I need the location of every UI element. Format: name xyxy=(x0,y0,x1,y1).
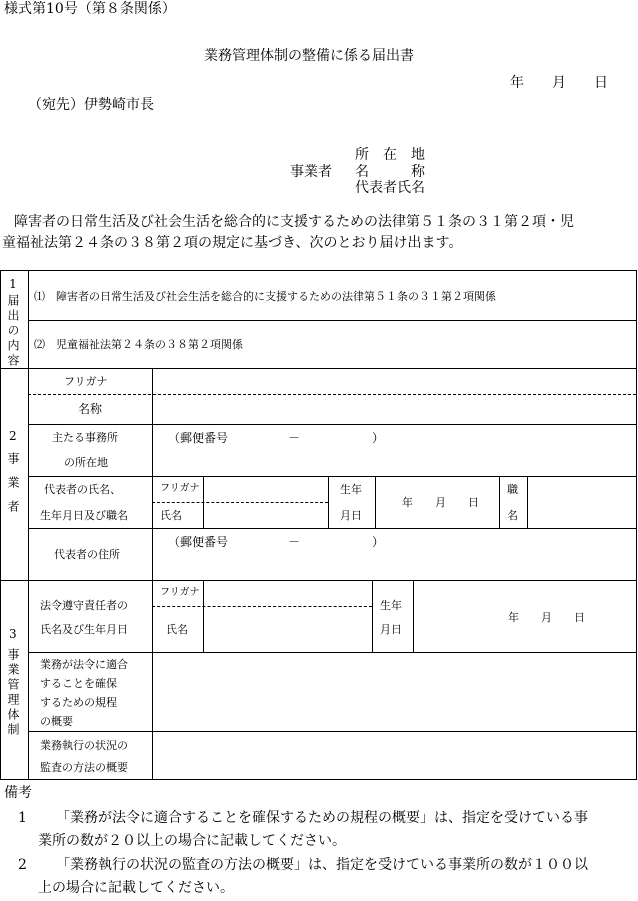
form-number: 様式第10号（第８条関係） xyxy=(4,1,176,17)
applicant-representative-label: 代表者氏名 xyxy=(355,180,425,196)
section1-item-1: ⑴ 障害者の日常生活及び社会生活を総合的に支援するための法律第５１条の３１第２項関係 xyxy=(34,290,496,303)
section2-birth-label-1: 生年 xyxy=(340,483,362,496)
section2-number: 2 xyxy=(9,429,17,443)
section2-name-label: 名称 xyxy=(78,402,103,416)
section3-officer-label-2: 氏名及び生年月日 xyxy=(40,623,128,636)
note-2-line-1: 「業務執行の状況の監査の方法の概要」は、指定を受けている事業所の数が１００以 xyxy=(56,857,588,873)
section1-item-2: ⑵ 児童福祉法第２４条の３８第２項関係 xyxy=(34,338,243,351)
section2-rep-label-1: 代表者の氏名、 xyxy=(44,483,121,496)
intro-line-2: 童福祉法第２４条の３８第２項の規定に基づき、次のとおり届け出ます。 xyxy=(2,235,463,251)
section2-heading: 事業者 xyxy=(6,452,20,524)
section2-furigana-label: フリガナ xyxy=(64,375,108,388)
section2-rep-label-2: 生年月日及び職名 xyxy=(40,509,128,522)
intro-line-1: 障害者の日常生活及び社会生活を総合的に支援するための法律第５１条の３１第２項・児 xyxy=(14,214,574,230)
section3-rules-label-3: するための規程 xyxy=(40,696,117,709)
addressee: （宛先）伊勢崎市長 xyxy=(28,97,154,113)
section2-post-label-2: 名 xyxy=(507,509,518,522)
section2-rep-postal: （郵便番号 － ） xyxy=(168,535,385,549)
section3-number: 3 xyxy=(9,627,17,641)
section2-post-label-1: 職 xyxy=(507,483,518,496)
section3-officer-label-1: 法令遵守責任者の xyxy=(40,599,128,612)
section2-office-label-1: 主たる事務所 xyxy=(52,431,118,444)
note-2-number: 2 xyxy=(18,857,27,873)
applicant-name-label: 名 称 xyxy=(355,164,425,180)
section2-birth-date: 年 月 日 xyxy=(402,496,479,509)
section3-rules-label-1: 業務が法令に適合 xyxy=(40,658,128,671)
section2-office-label-2: の所在地 xyxy=(64,456,108,469)
note-1-number: 1 xyxy=(18,810,27,826)
section3-birth-date: 年 月 日 xyxy=(508,611,585,624)
note-1-line-2: 業所の数が２０以上の場合に記載してください。 xyxy=(38,833,346,849)
section1-heading: 1届出の内容 xyxy=(6,277,20,369)
section2-rep-furigana-label: フリガナ xyxy=(160,483,200,494)
section3-furigana-label: フリガナ xyxy=(160,587,200,598)
section3-birth-label-2: 月日 xyxy=(380,623,402,636)
note-2-line-2: 上の場合に記載してください。 xyxy=(38,880,234,896)
applicant-address-label: 所 在 地 xyxy=(355,147,425,163)
notes-heading: 備考 xyxy=(4,785,32,801)
section2-rep-address-label: 代表者の住所 xyxy=(54,548,120,561)
date-line: 年 月 日 xyxy=(510,75,608,91)
section3-birth-label-1: 生年 xyxy=(380,599,402,612)
page-title: 業務管理体制の整備に係る届出書 xyxy=(204,48,414,64)
section2-rep-name-label: 氏名 xyxy=(160,509,182,522)
section3-audit-label-2: 監査の方法の概要 xyxy=(40,761,128,774)
section3-heading: 事業管理体制 xyxy=(6,648,20,738)
note-1-line-1: 「業務が法令に適合することを確保するための規程の概要」は、指定を受けている事 xyxy=(56,810,588,826)
section3-rules-label-4: の概要 xyxy=(40,715,73,728)
section2-postal: （郵便番号 － ） xyxy=(168,431,385,445)
section3-name-label: 氏名 xyxy=(166,623,188,636)
section2-birth-label-2: 月日 xyxy=(340,509,362,522)
section3-audit-label-1: 業務執行の状況の xyxy=(40,739,128,752)
applicant-label: 事業者 xyxy=(290,164,332,180)
section3-rules-label-2: することを確保 xyxy=(40,677,117,690)
